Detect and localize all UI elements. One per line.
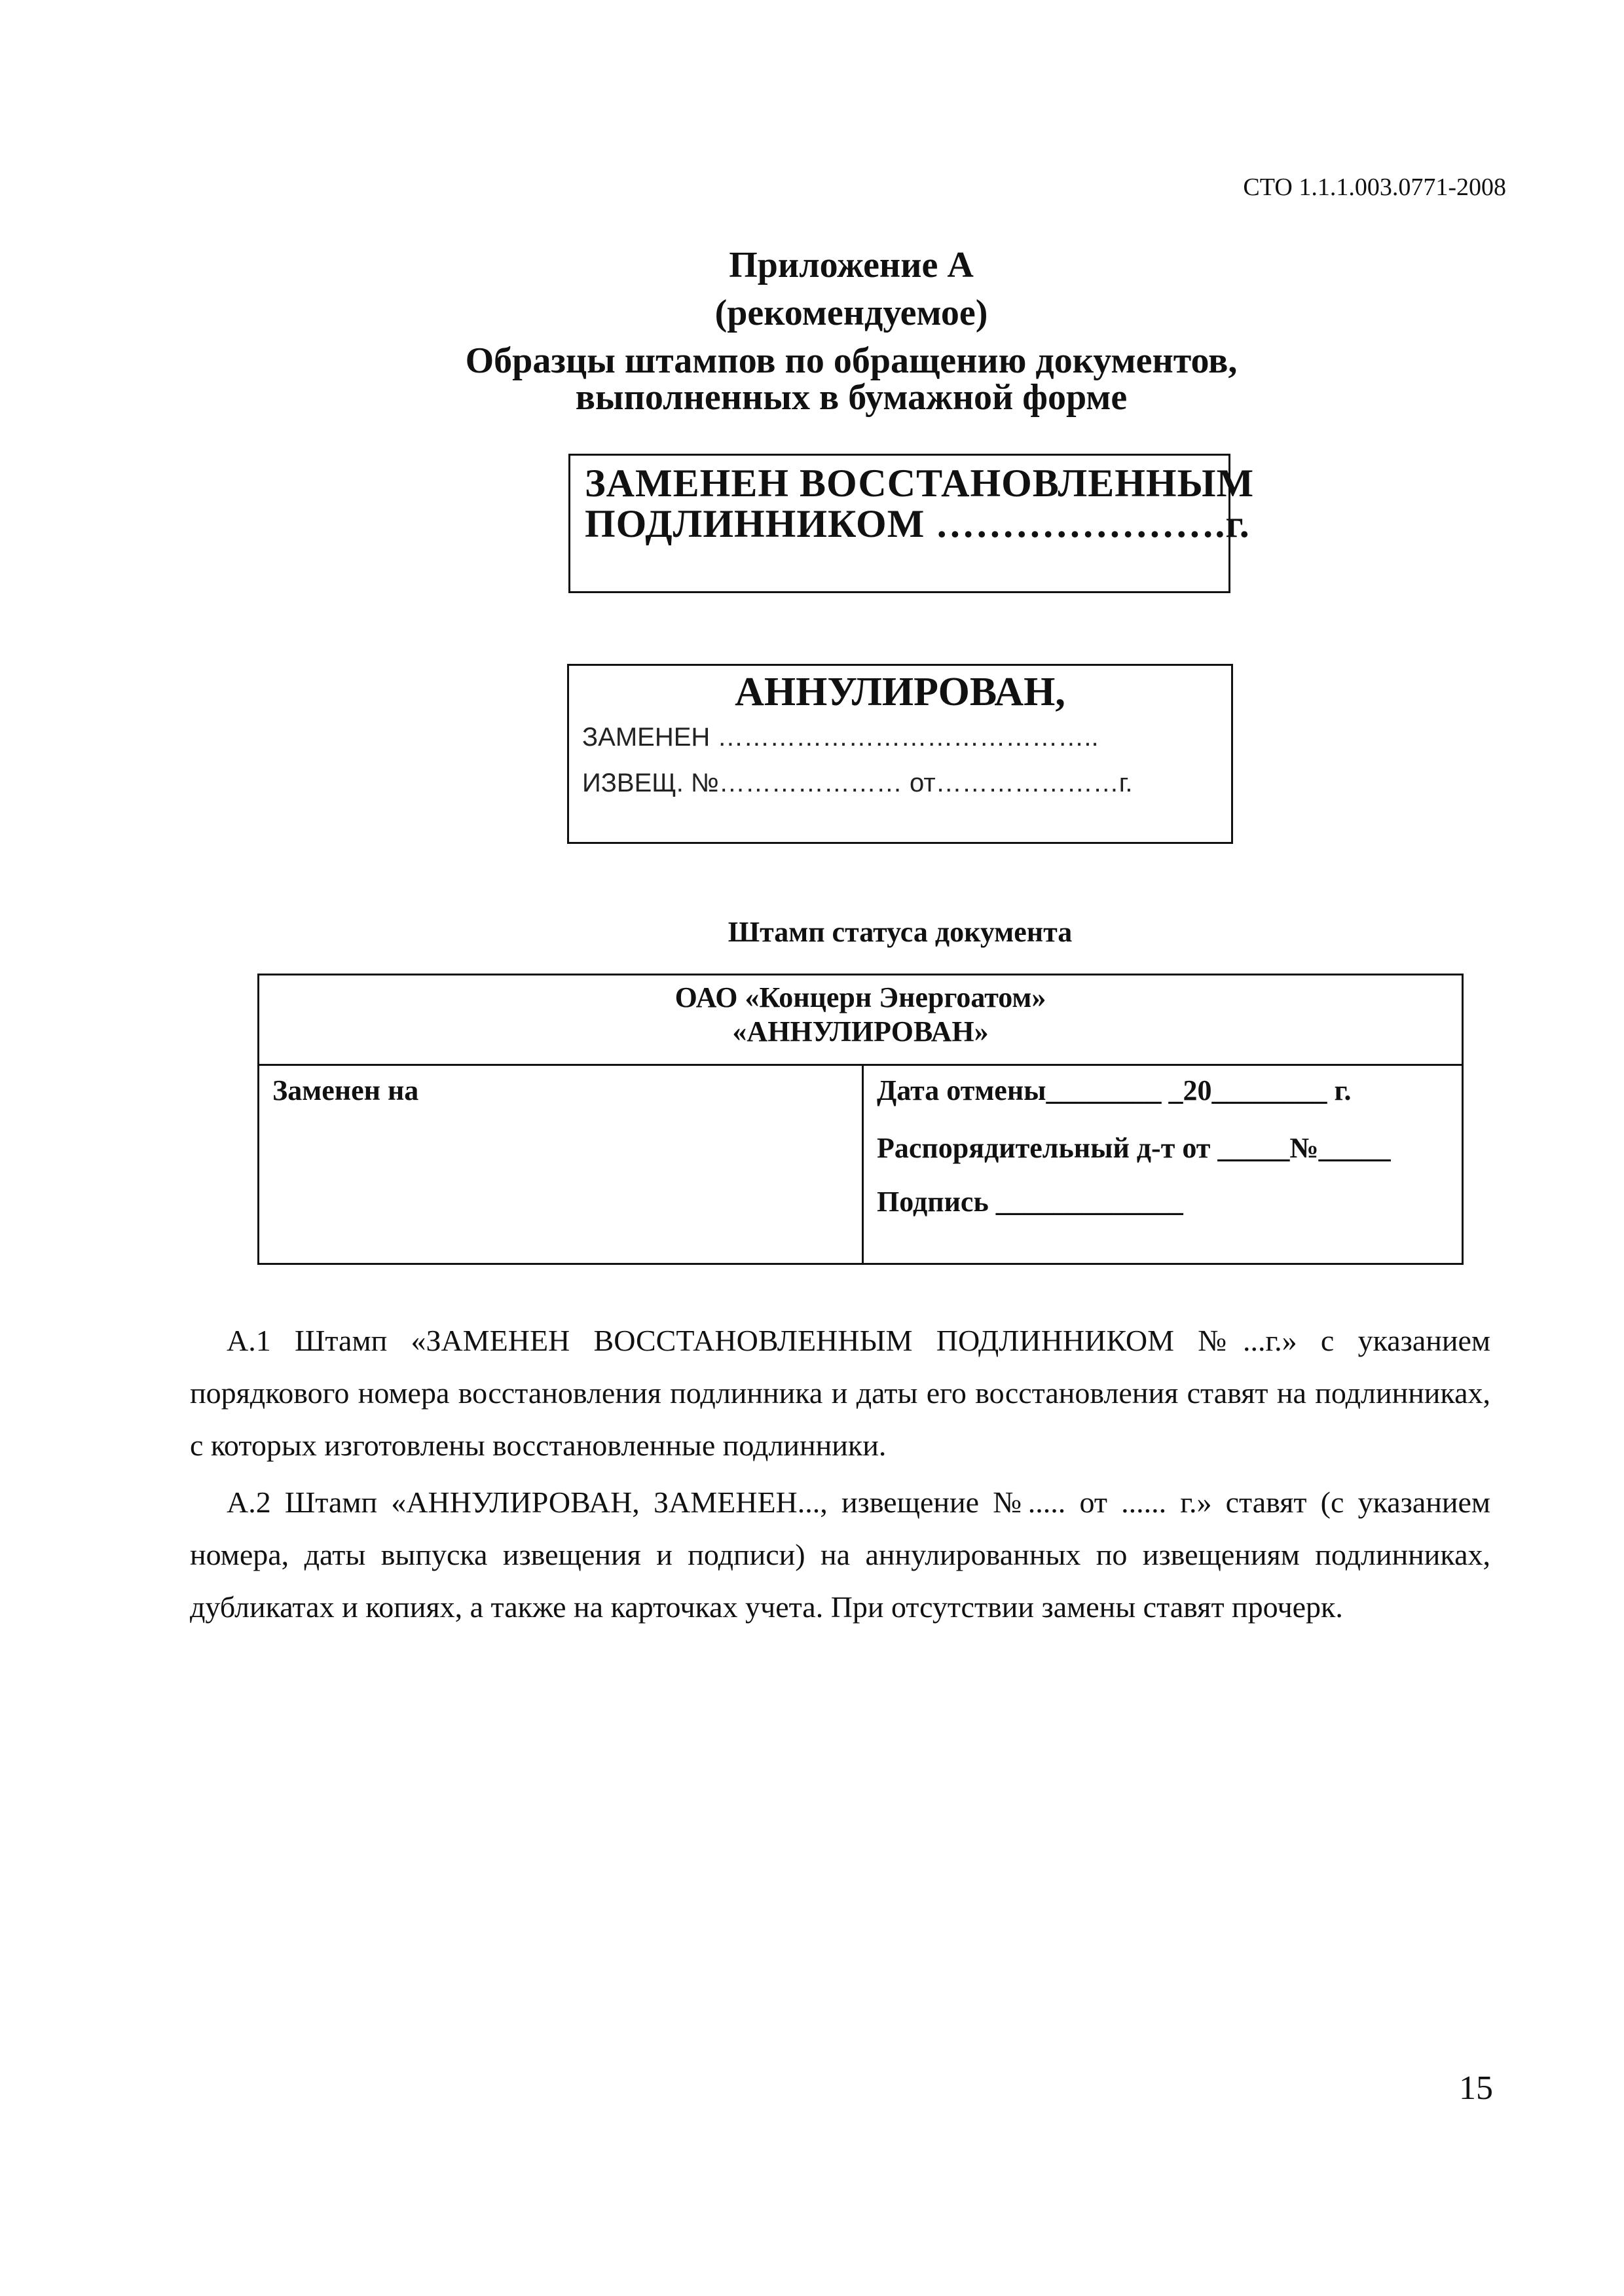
appendix-heading-line-2: выполненных в бумажной форме: [575, 377, 1128, 418]
status-stamp-table: [257, 974, 1464, 1265]
document-code: СТО 1.1.1.003.0771-2008: [1243, 173, 1506, 201]
stamp2-heading: АННУЛИРОВАН,: [735, 670, 1065, 714]
stamp-restored-original: [568, 454, 1255, 593]
stamp1-line-1: ЗАМЕНЕН ВОССТАНОВЛЕННЫМ: [585, 462, 1255, 505]
status-stamp-status: «АННУЛИРОВАН»: [732, 1015, 989, 1048]
cancel-date-line: Дата отмены________ _20________ г.: [877, 1074, 1352, 1106]
status-stamp-caption: Штамп статуса документа: [728, 916, 1073, 948]
paragraph-a1-text: А.1 Штамп «ЗАМЕНЕН ВОССТАНОВЛЕННЫМ ПОДЛИННИКОМ №...г.» с указанием порядкового номера восстановления подлинника и даты его восстановления ставят на подлинниках, с которых изготовлены восстановленные подлинники.: [190, 1324, 1490, 1462]
stamp2-notice-line: ИЗВЕЩ. №………………… от…………………г.: [582, 769, 1133, 797]
order-line: Распорядительный д-т от _____№_____: [877, 1132, 1391, 1164]
paragraph-a2: [190, 1476, 1490, 1633]
stamp1-line-2: ПОДЛИННИКОМ ………………….г.: [585, 502, 1250, 545]
table-divider-horizontal: [259, 1064, 1462, 1066]
appendix-title: Приложение А: [729, 245, 974, 285]
appendix-heading-line-1: Образцы штампов по обращению документов,: [465, 340, 1238, 381]
page-number: 15: [1459, 2069, 1493, 2107]
signature-line: Подпись _____________: [877, 1186, 1183, 1218]
stamp-annulled: [567, 664, 1233, 844]
replaced-by-label: Заменен на: [272, 1074, 419, 1106]
stamp2-replaced-line: ЗАМЕНЕН ……………………………………..: [582, 723, 1099, 752]
appendix-subtitle: (рекомендуемое): [714, 293, 988, 333]
status-stamp-org: ОАО «Концерн Энергоатом»: [674, 981, 1046, 1013]
paragraph-a2-text: А.2 Штамп «АННУЛИРОВАН, ЗАМЕНЕН..., извещение №..... от ...... г.» ставят (с указанием номера, даты выпуска извещения и подписи) на аннулированных по извещениям подлинниках, дубликатах и копиях, а также на карточках учета. При отсутствии замены ставят прочерк.: [190, 1485, 1490, 1624]
paragraph-a1: [190, 1315, 1490, 1472]
table-divider-vertical: [862, 1064, 864, 1263]
